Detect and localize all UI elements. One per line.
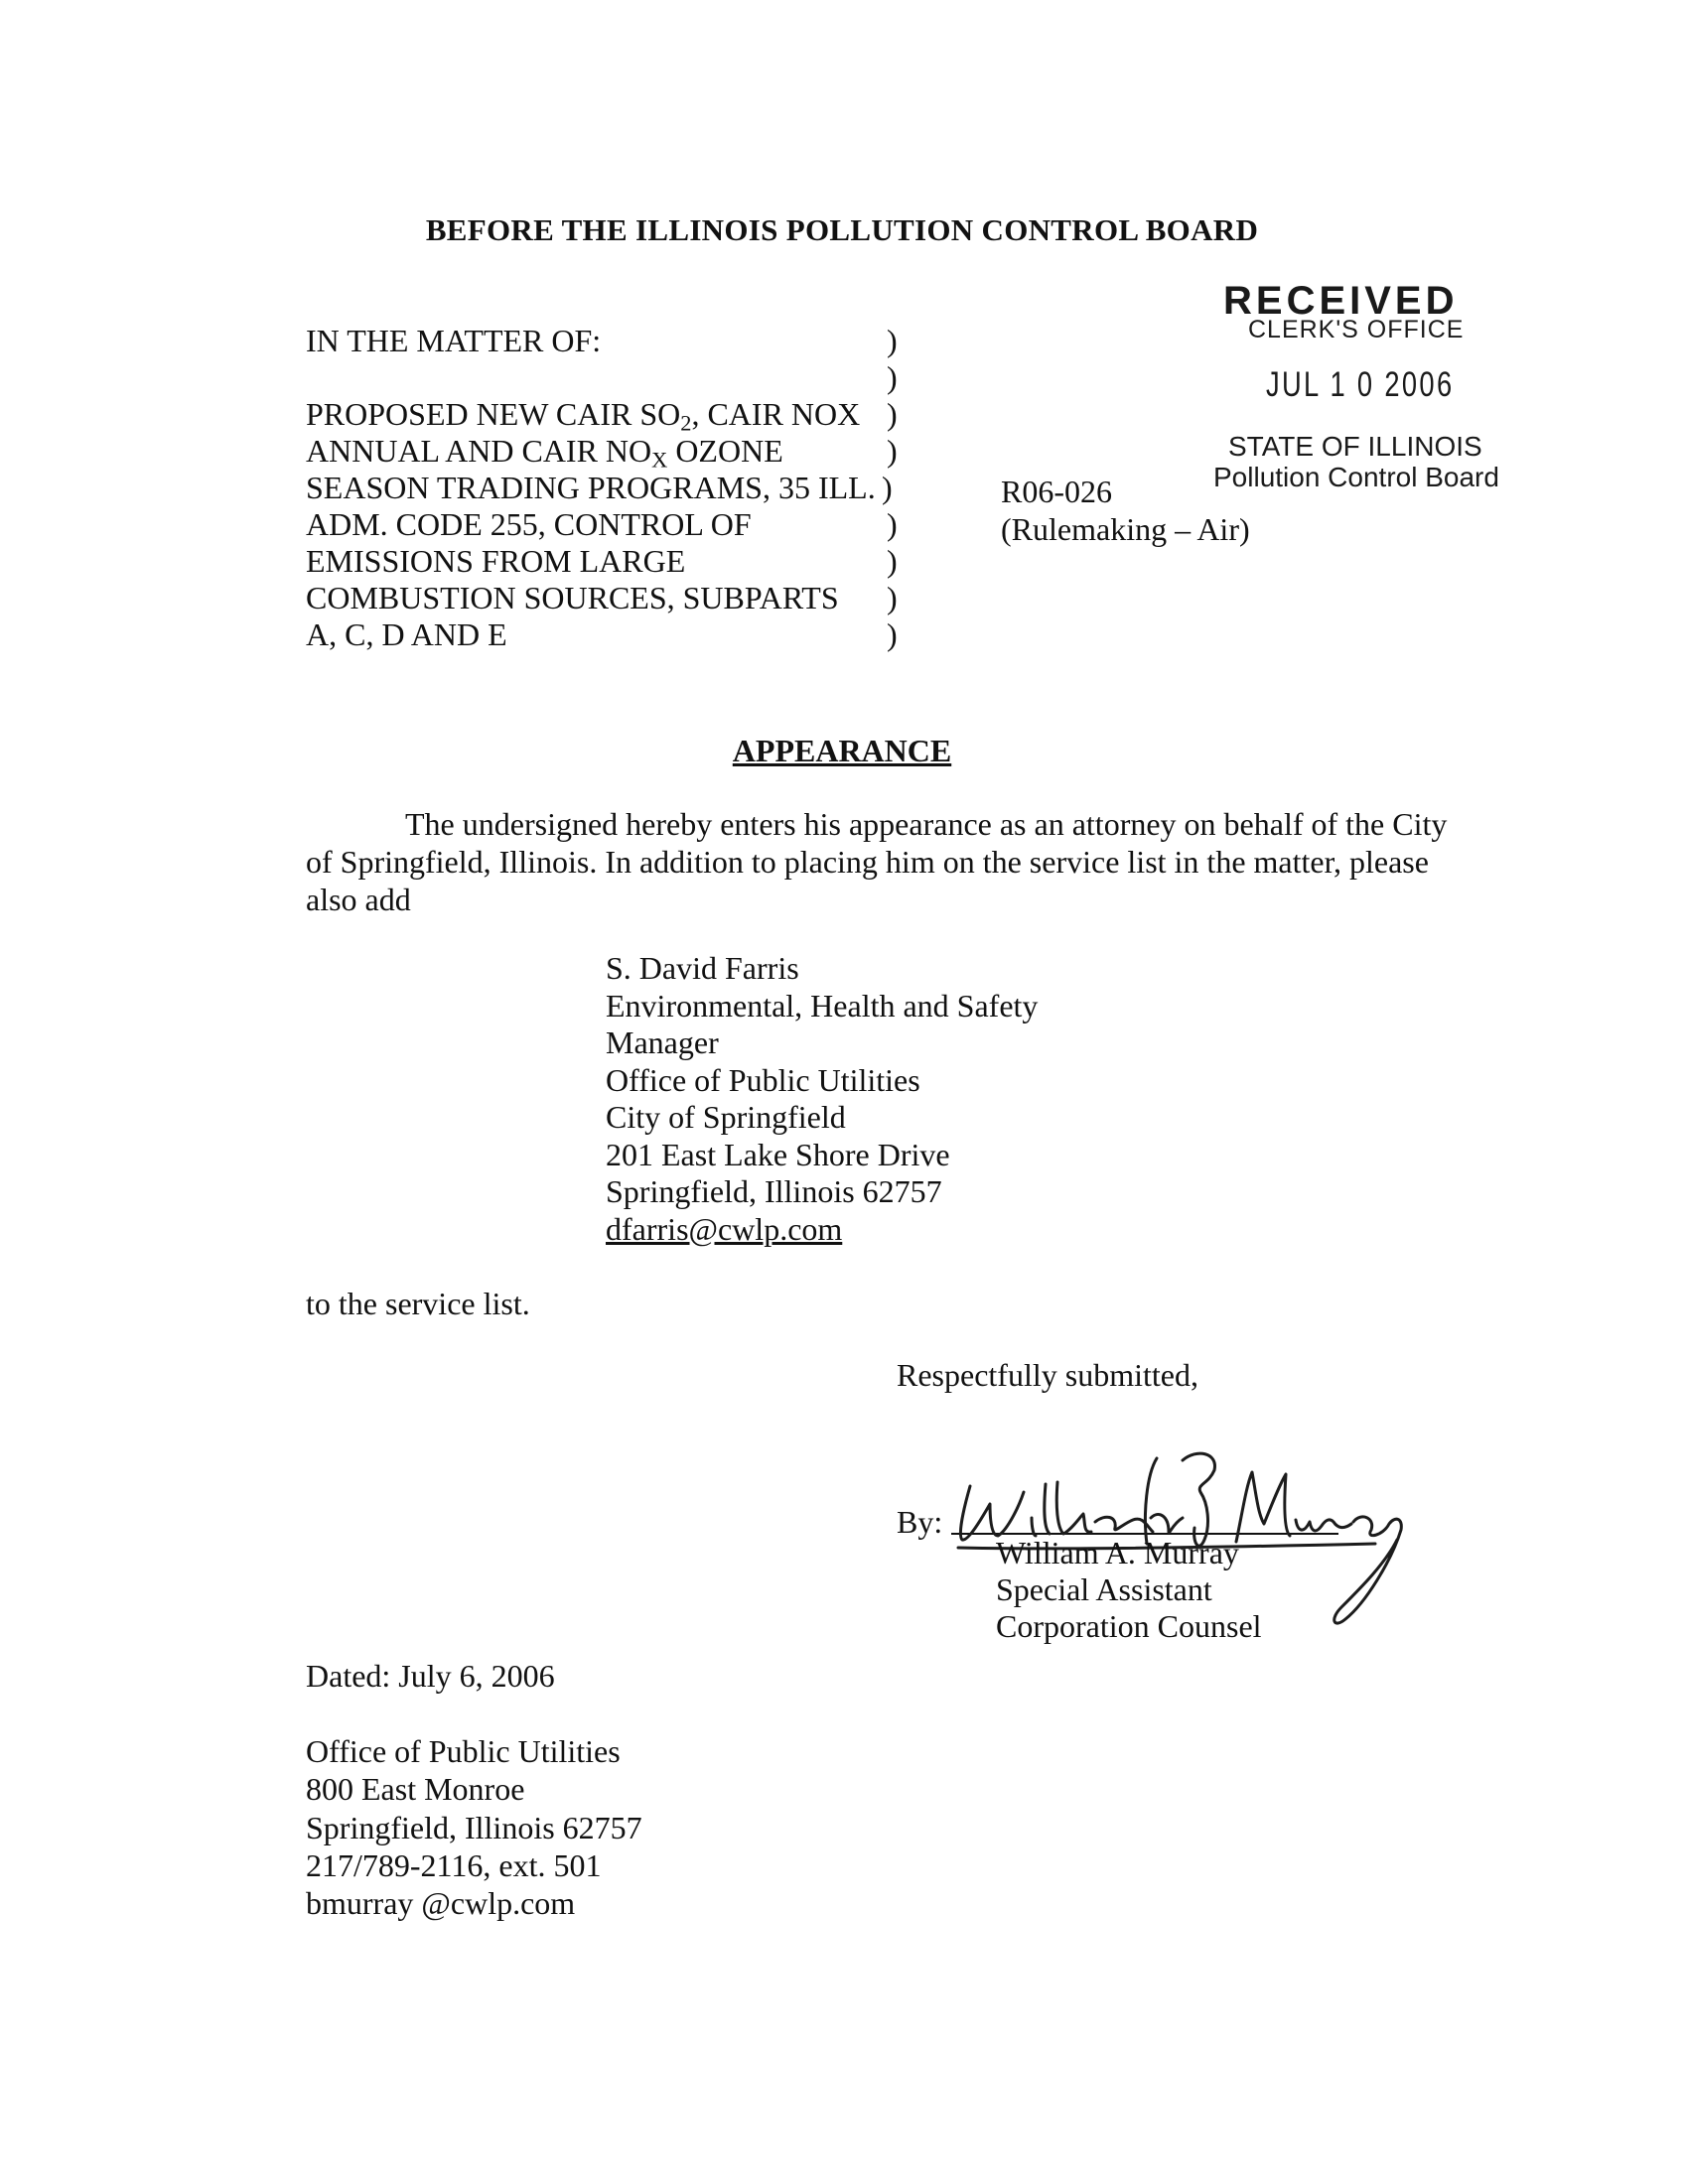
contact-title: Manager bbox=[606, 1024, 719, 1060]
contact-citystate: Springfield, Illinois 62757 bbox=[606, 1173, 942, 1209]
contact-email-link[interactable]: dfarris@cwlp.com bbox=[606, 1210, 843, 1247]
caption-paren: ) bbox=[887, 506, 898, 542]
caption-paren: ) bbox=[882, 470, 893, 505]
case-caption bbox=[306, 323, 941, 660]
caption-line: ANNUAL AND CAIR $NO_X$ OZONE bbox=[306, 433, 783, 473]
contact-office: Office of Public Utilities bbox=[606, 1061, 920, 1098]
received-stamp-date: JUL 1 0 2006 bbox=[1266, 365, 1455, 404]
service-list-text: to the service list. bbox=[306, 1286, 530, 1321]
signer-title: Corporation Counsel bbox=[996, 1608, 1262, 1644]
contact-address bbox=[606, 950, 1038, 1248]
body-line: also add bbox=[306, 882, 411, 917]
contact-name: S. David Farris bbox=[606, 950, 799, 986]
signer-block bbox=[996, 1535, 1262, 1645]
docket-info bbox=[1001, 473, 1250, 548]
caption-line: COMBUSTION SOURCES, SUBPARTS bbox=[306, 580, 839, 615]
sender-email[interactable]: bmurray @cwlp.com bbox=[306, 1885, 576, 1922]
caption-line: EMISSIONS FROM LARGE bbox=[306, 543, 686, 579]
caption-paren: ) bbox=[887, 433, 898, 469]
docket-type: (Rulemaking – Air) bbox=[1001, 511, 1250, 547]
caption-paren: ) bbox=[887, 543, 898, 579]
caption-paren: ) bbox=[887, 580, 898, 615]
caption-line: SEASON TRADING PROGRAMS, 35 ILL. bbox=[306, 470, 876, 505]
by-label: By: bbox=[897, 1504, 943, 1540]
contact-city: City of Springfield bbox=[606, 1099, 846, 1135]
received-stamp-state: STATE OF ILLINOIS bbox=[1228, 431, 1482, 462]
body-paragraph bbox=[306, 805, 1497, 918]
caption-paren: ) bbox=[887, 323, 898, 358]
caption-line: IN THE MATTER OF: bbox=[306, 323, 602, 358]
sender-address bbox=[306, 1732, 642, 1922]
received-stamp-clerk: CLERK'S OFFICE bbox=[1248, 316, 1465, 343]
sender-street: 800 East Monroe bbox=[306, 1771, 525, 1808]
closing-text: Respectfully submitted, bbox=[897, 1357, 1198, 1393]
body-line: of Springfield, Illinois. In addition to placing him on the service list in the matter, please bbox=[306, 844, 1429, 880]
sender-office: Office of Public Utilities bbox=[306, 1733, 621, 1769]
signer-title: Special Assistant bbox=[996, 1571, 1212, 1607]
caption-line: PROPOSED NEW CAIR $SO_2$, CAIR NOX bbox=[306, 396, 861, 436]
caption-line: ADM. CODE 255, CONTROL OF bbox=[306, 506, 752, 542]
signer-name: William A. Murray bbox=[996, 1535, 1239, 1570]
received-stamp-board: Pollution Control Board bbox=[1213, 462, 1499, 492]
court-heading: BEFORE THE ILLINOIS POLLUTION CONTROL BOARD bbox=[425, 212, 1259, 247]
caption-paren: ) bbox=[887, 616, 898, 652]
received-stamp-title: RECEIVED bbox=[1223, 279, 1459, 323]
docket-number: R06-026 bbox=[1001, 474, 1112, 509]
contact-title: Environmental, Health and Safety bbox=[606, 987, 1039, 1024]
sender-citystate: Springfield, Illinois 62757 bbox=[306, 1809, 642, 1845]
contact-street: 201 East Lake Shore Drive bbox=[606, 1136, 950, 1172]
caption-line: A, C, D AND E bbox=[306, 616, 507, 652]
body-line: The undersigned hereby enters his appearance as an attorney on behalf of the City bbox=[405, 806, 1448, 842]
caption-paren: ) bbox=[887, 359, 898, 395]
document-title: APPEARANCE bbox=[732, 733, 952, 768]
dated-line: Dated: July 6, 2006 bbox=[306, 1658, 555, 1694]
caption-paren: ) bbox=[887, 396, 898, 432]
sender-phone: 217/789-2116, ext. 501 bbox=[306, 1846, 602, 1883]
